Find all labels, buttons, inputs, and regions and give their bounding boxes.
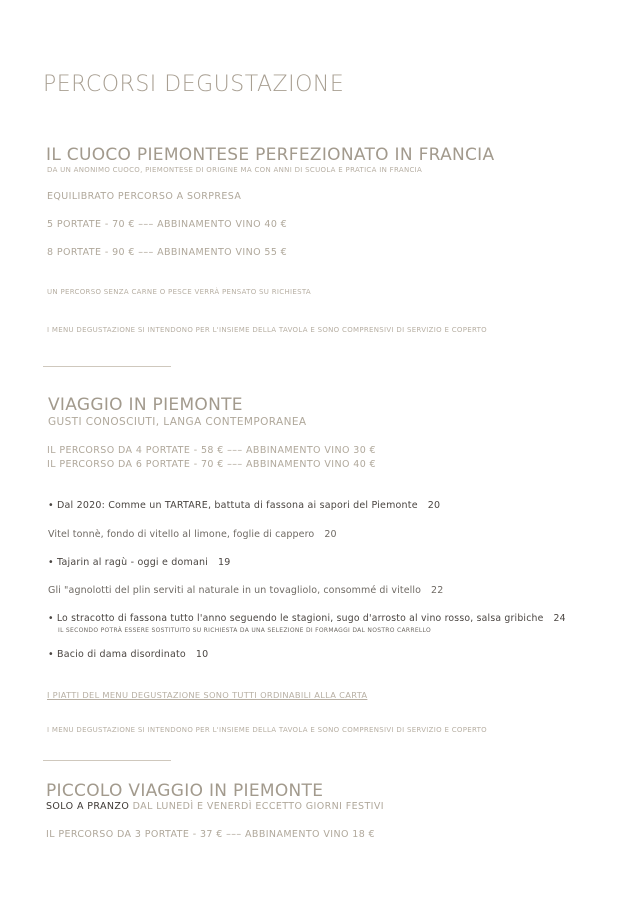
dish-price: 20 bbox=[324, 529, 337, 540]
dish-name: • Bacio di dama disordinato bbox=[48, 649, 186, 660]
section3-option1: IL PERCORSO DA 3 PORTATE - 37 € ––– ABBINAMENTO VINO 18 € bbox=[46, 829, 376, 840]
divider bbox=[43, 760, 171, 761]
section1-subheading: DA UN ANONIMO CUOCO, PIEMONTESE DI ORIGINE MA CON ANNI DI SCUOLA E PRATICA IN FRANCIA bbox=[47, 166, 423, 174]
divider bbox=[43, 366, 171, 367]
section2-option2: IL PERCORSO DA 6 PORTATE - 70 € ––– ABBINAMENTO VINO 40 € bbox=[47, 459, 377, 470]
dish-item bbox=[48, 649, 208, 660]
dish-price: 19 bbox=[218, 557, 231, 568]
dish-item bbox=[48, 557, 231, 568]
section1-option2: 8 PORTATE - 90 € ––– ABBINAMENTO VINO 55 € bbox=[47, 247, 288, 258]
dish-price: 22 bbox=[431, 585, 444, 596]
section3-sub-rest: DAL LUNEDÌ E VENERDÌ ECCETTO GIORNI FESTIVI bbox=[129, 801, 384, 812]
dish-name: • Tajarin al ragù - oggi e domani bbox=[48, 557, 209, 568]
section2-heading: VIAGGIO IN PIEMONTE bbox=[48, 395, 243, 415]
section3-heading: PICCOLO VIAGGIO IN PIEMONTE bbox=[46, 781, 324, 801]
dish-name: • Lo stracotto di fassona tutto l'anno seguendo le stagioni, sugo d'arrosto al vino rosso, salsa gribiche bbox=[48, 613, 544, 624]
dish-price: 10 bbox=[195, 649, 209, 660]
section1-note: UN PERCORSO SENZA CARNE O PESCE VERRÀ PENSATO SU RICHIESTA bbox=[47, 288, 311, 296]
section2-option1: IL PERCORSO DA 4 PORTATE - 58 € ––– ABBINAMENTO VINO 30 € bbox=[47, 445, 377, 456]
dish-note: IL SECONDO POTRÀ ESSERE SOSTITUITO SU RICHIESTA DA UNA SELEZIONE DI FORMAGGI DAL NOSTRO CARRELLO bbox=[58, 627, 432, 634]
dish-name: • Dal 2020: Comme un TARTARE, battuta di fassona ai sapori del Piemonte bbox=[48, 500, 418, 511]
dish-item bbox=[48, 529, 337, 540]
dish-item bbox=[48, 613, 566, 624]
dish-price: 24 bbox=[553, 613, 566, 624]
section2-subheading: GUSTI CONOSCIUTI, LANGA CONTEMPORANEA bbox=[48, 416, 307, 428]
dish-item bbox=[48, 500, 440, 511]
section1-disclaimer: I MENU DEGUSTAZIONE SI INTENDONO PER L'INSIEME DELLA TAVOLA E SONO COMPRENSIVI DI SERVIZIO E COPERTO bbox=[47, 326, 487, 334]
section1-option1: 5 PORTATE - 70 € ––– ABBINAMENTO VINO 40 € bbox=[47, 219, 288, 230]
section1-heading: IL CUOCO PIEMONTESE PERFEZIONATO IN FRANCIA bbox=[46, 145, 495, 165]
section3-subheading bbox=[46, 801, 384, 812]
section1-subtitle: EQUILIBRATO PERCORSO A SORPRESA bbox=[47, 191, 242, 202]
section3-sub-bold: SOLO A PRANZO bbox=[46, 801, 130, 812]
section2-disclaimer: I MENU DEGUSTAZIONE SI INTENDONO PER L'INSIEME DELLA TAVOLA E SONO COMPRENSIVI DI SERVIZIO E COPERTO bbox=[47, 726, 487, 734]
page-title: PERCORSI DEGUSTAZIONE bbox=[43, 72, 345, 97]
dish-name: Gli "agnolotti del plin serviti al naturale in un tovagliolo, consommé di vitello bbox=[48, 585, 422, 596]
menu-carta-link[interactable]: I PIATTI DEL MENU DEGUSTAZIONE SONO TUTTI ORDINABILI ALLA CARTA bbox=[47, 690, 368, 700]
dish-price: 20 bbox=[427, 500, 441, 511]
dish-item bbox=[48, 585, 443, 596]
dish-name: Vitel tonnè, fondo di vitello al limone, foglie di cappero bbox=[48, 529, 315, 540]
